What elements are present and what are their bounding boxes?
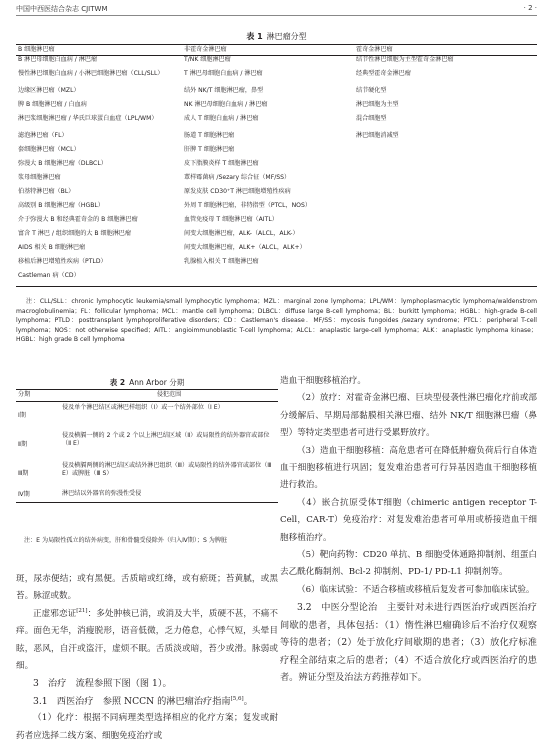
table2-cell: 侵及单个淋巴结区或淋巴样组织（Ⅰ）或一个结外部位（Ⅰ E） — [62, 404, 224, 411]
table1-label: 表 1 — [246, 32, 263, 41]
table1-cell: T 淋巴母细胞白血病 / 淋巴瘤 — [184, 70, 263, 77]
table1-cell — [354, 258, 537, 272]
table2-cell: 淋巴结以外器官的弥漫性受侵 — [60, 488, 278, 503]
table1-cell: 脾 B 细胞淋巴瘤 / 白血病 — [18, 101, 87, 108]
subsection-heading-text: 3.1 西医治疗 参照 NCCN 的淋巴瘤治疗指南 — [33, 695, 231, 707]
table1-header-cell: B 细胞淋巴瘤 — [16, 45, 182, 56]
table1-row — [16, 188, 537, 202]
table2-row — [16, 402, 278, 431]
paragraph: （5）靶向药物：CD20 单抗、B 细胞受体通路抑制剂、组蛋白去乙酰化酶制剂、Bcl-2 抑制剂、PD-1/ PD-L1 抑制剂等。 — [280, 550, 537, 578]
table2-cell: Ⅱ期 — [18, 440, 28, 448]
table1-cell — [354, 174, 537, 188]
punctuation: 。 — [243, 695, 253, 707]
table1-cell: 套细胞淋巴瘤（MCL） — [18, 146, 80, 153]
paragraph: （3）造血干细胞移植：高危患者可在降低肿瘤负荷后行自体造血干细胞移植进行巩固；复发难治患者可行异基因造血干细胞移植进行救治。 — [280, 445, 537, 491]
table1-cell: 经典型霍奇金淋巴瘤 — [356, 70, 411, 77]
table1-cell: 肠道 T 细胞淋巴瘤 — [184, 132, 235, 139]
table1-cell — [354, 216, 537, 230]
page-number: · 2 · — [523, 4, 537, 12]
running-header — [16, 3, 537, 16]
table1-header-cell: 非霍奇金淋巴瘤 — [182, 45, 354, 56]
table1-cell: 结节性淋巴细胞为主型霍奇金淋巴瘤 — [356, 56, 454, 63]
table1-cell — [354, 146, 537, 160]
table1-cell — [354, 188, 537, 202]
table1-cell: 边缘区淋巴瘤（MZL） — [18, 87, 80, 94]
table1-cell — [354, 272, 537, 287]
syndrome-name: 正虚邪恋证 — [33, 608, 77, 619]
table2-cell: Ⅰ期 — [18, 411, 26, 419]
table1-header-row — [16, 45, 537, 56]
table2-row — [16, 460, 278, 488]
table1-cell: Castleman 病（CD） — [16, 272, 182, 287]
table1-cell: 弥漫大 B 细胞淋巴瘤（DLBCL） — [18, 160, 107, 167]
table1-cell: 乳腺植入相关 T 细胞淋巴瘤 — [184, 258, 259, 265]
table2-header-cell: 侵犯范围 — [60, 390, 278, 402]
table1-header-cell: 霍奇金淋巴瘤 — [354, 45, 537, 56]
table2-cell: Ⅳ期 — [16, 488, 60, 503]
table1-row — [16, 115, 537, 132]
table1-row — [16, 244, 537, 258]
table1-cell: 肝脾 T 细胞淋巴瘤 — [184, 146, 235, 153]
table2-label: 表 2 — [109, 378, 126, 387]
table1-cell: 结节硬化型 — [356, 87, 387, 94]
table1-cell: 原发皮肤 CD30⁺T 淋巴细胞增殖性疾病 — [184, 188, 291, 195]
table1-cell: 间变大细胞淋巴瘤，ALK+（ALCL，ALK+） — [184, 244, 306, 251]
table1-row — [16, 132, 537, 146]
table1-row — [16, 216, 537, 230]
citation: [5,6] — [230, 695, 244, 702]
table1-row — [16, 258, 537, 272]
table1-cell: 浆母细胞淋巴瘤 — [18, 174, 61, 181]
table1-cell: NK 淋巴母细胞白血病 / 淋巴瘤 — [184, 101, 268, 108]
table1-cell: 淋巴细胞为主型 — [356, 101, 399, 108]
paragraph: 斑，尿赤便结；或有黑便。舌质暗或红绛，或有瘀斑；苔黄腻，或黑苔。脉涩或数。 — [16, 574, 278, 602]
table1-title: 淋巴瘤分型 — [266, 32, 307, 41]
section-heading: 3 治疗 流程参照下图（图 1）。 — [33, 678, 172, 690]
table2-row — [16, 430, 278, 460]
table1-cell: 血管免疫母 T 细胞淋巴瘤（AITL） — [184, 216, 278, 223]
table1-row — [16, 101, 537, 115]
table1-cell: 外周 T 细胞淋巴瘤，非特指型（PTCL，NOS） — [184, 202, 311, 209]
table1-row — [16, 160, 537, 174]
paragraph: 造血干细胞移植治疗。 — [280, 376, 366, 386]
table2-row — [16, 488, 278, 503]
table1-footnote: 注：CLL/SLL：chronic lymphocytic leukemia/small lymphocytic lymphoma；MZL：marginal zone lymphoma；LPL/WM：lymphoplasmacytic lymphoma/waldenstrom macroglobulinemia；FL：follicular lymphoma；MCL：mantle cell lymphoma；DLBCL：diffuse large B-cell lymphoma；BL：burkitt lymphoma；HGBL：high-grade B-cell lymphoma；PTLD：posttransplant lymphoproliferative disorders；CD：Castleman's disease．MF/SS：mycosis fungoides /sezary syndrome；PTCL：peripheral T-cell lymphoma；NOS：not otherwise specified；AITL：angioimmunoblastic T-cell lymphoma；ALCL：anaplastic large-cell lymphoma；ALK：anaplastic lymphoma kinase；HGBL：high grade B cell lymphoma — [16, 298, 537, 344]
subsection-heading — [16, 693, 278, 710]
table1-row — [16, 230, 537, 244]
paragraph — [16, 606, 278, 676]
paragraph-text: ：多处肿核已消，或消及大半，质硬不甚，不痛不痒。面色无华，消瘦脱形，语音低微，乏力倦怠，心悸气短，头晕目眩，恶风，自汗或盗汗，虚烦不眠。舌质淡或暗，苔少或滑。脉弱或细。 — [16, 608, 278, 672]
table1-cell — [354, 230, 537, 244]
table1-cell — [354, 160, 537, 174]
table2-cell: 侵及横膈两侧的淋巴结区或结外淋巴组织（Ⅲ）或局限性的结外器官或部位（Ⅲ E）或脾脏（Ⅲ S） — [62, 462, 272, 478]
paragraph: （2）放疗：对霍奇金淋巴瘤、巨块型侵袭性淋巴瘤化疗前或部分缓解后、早期局部黏膜相关淋巴瘤、结外 NK/T 细胞淋巴瘤（鼻型）等特定类型患者可进行受累野放疗。 — [280, 393, 537, 439]
table2-header-cell: 分期 — [16, 390, 60, 402]
table2-cell: Ⅲ期 — [18, 469, 29, 477]
table1-row — [16, 70, 537, 87]
table2-cell: 侵及横膈一侧的 2 个或 2 个以上淋巴结区域（Ⅱ）或局限性的结外器官或部位（Ⅱ E） — [62, 432, 270, 448]
table1-caption — [0, 31, 553, 42]
table1-cell — [182, 272, 354, 287]
table1-cell: 淋巴浆细胞淋巴瘤 / 华氏巨球蛋白血症（LPL/WM） — [18, 115, 158, 122]
table1-cell: 伯基特淋巴瘤（BL） — [18, 188, 75, 195]
table1-row — [16, 146, 537, 160]
table1-cell: 慢性淋巴细胞白血病 / 小淋巴细胞淋巴瘤（CLL/SLL） — [18, 70, 164, 77]
citation: [21] — [76, 607, 88, 614]
table1-row — [16, 87, 537, 101]
table1 — [16, 44, 537, 287]
left-column-text — [16, 571, 278, 745]
table1-cell: 混合细胞型 — [356, 115, 387, 122]
table1-cell: 移植后淋巴增殖性疾病（PTLD） — [18, 258, 107, 265]
table2-title: Ann Arbor 分期 — [129, 378, 185, 387]
table1-cell: 介于弥漫大 B 和经典霍奇金的 B 细胞淋巴瘤 — [18, 216, 138, 223]
table1-cell: 间变大细胞淋巴瘤，ALK-（ALCL，ALK-） — [184, 230, 299, 237]
table2-header-row — [16, 390, 278, 402]
table1-cell: 成人 T 细胞白血病 / 淋巴瘤 — [184, 115, 259, 122]
table1-cell: 结外 NK/T 细胞淋巴瘤，鼻型 — [184, 87, 264, 94]
table1-row — [16, 56, 537, 71]
table2 — [16, 389, 278, 503]
table1-cell: 淋巴细胞消减型 — [356, 132, 399, 139]
right-column-text — [280, 373, 537, 686]
table1-cell: B 淋巴母细胞白血病 / 淋巴瘤 — [18, 56, 98, 63]
table1-cell — [354, 202, 537, 216]
table1-cell: 皮下脂膜炎样 T 细胞淋巴瘤 — [184, 160, 259, 167]
table2-caption — [16, 377, 278, 388]
table1-row — [16, 272, 537, 287]
paragraph: （4）嵌合抗原受体T细胞（chimeric antigen receptor T-Cell，CAR-T）免疫治疗：对复发难治患者可单用或桥接造血干细胞移植治疗。 — [280, 497, 537, 543]
table1-cell: 富含 T 淋巴 / 组织细胞的大 B 细胞淋巴瘤 — [18, 230, 131, 237]
paragraph: （1）化疗：根据不同病理类型选择相应的化疗方案；复发或耐药者应选择二线方案、细胞免疫治疗或 — [16, 713, 278, 741]
table1-cell — [354, 244, 537, 258]
table1-row — [16, 202, 537, 216]
table1-cell: 高级别 B 细胞淋巴瘤（HGBL） — [18, 202, 104, 209]
subsection-paragraph: 3.2 中医分型论治 主要针对未进行西医治疗或西医治疗间歇的患者，具体包括：（1）惰性淋巴瘤确诊后不治疗仅观察等待的患者；（2）处于放化疗间歇期的患者；（3）放化疗标准疗程全部结束之后的患者；（4）不适合放化疗或西医治疗的患者。辨证分型及治法方药推荐如下。 — [280, 602, 537, 683]
table1-cell: 滤泡淋巴瘤（FL） — [18, 132, 68, 139]
table1-cell: AIDS 相关 B 细胞淋巴瘤 — [18, 244, 86, 251]
table2-footnote: 注：E 为局限性孤立的结外病变，肝和骨髓受侵除外（归入Ⅳ期）；S 为脾脏 — [24, 537, 228, 544]
journal-name: 中国中西医结合杂志 CJITWM — [16, 5, 108, 13]
paragraph: （6）临床试验：不适合移植或移植后复发者可参加临床试验。 — [297, 584, 535, 595]
table1-cell: 蕈样霉菌病 /Sezary 综合征（MF/SS） — [184, 174, 291, 181]
table1-cell: T/NK 细胞淋巴瘤 — [184, 56, 231, 63]
table1-row — [16, 174, 537, 188]
